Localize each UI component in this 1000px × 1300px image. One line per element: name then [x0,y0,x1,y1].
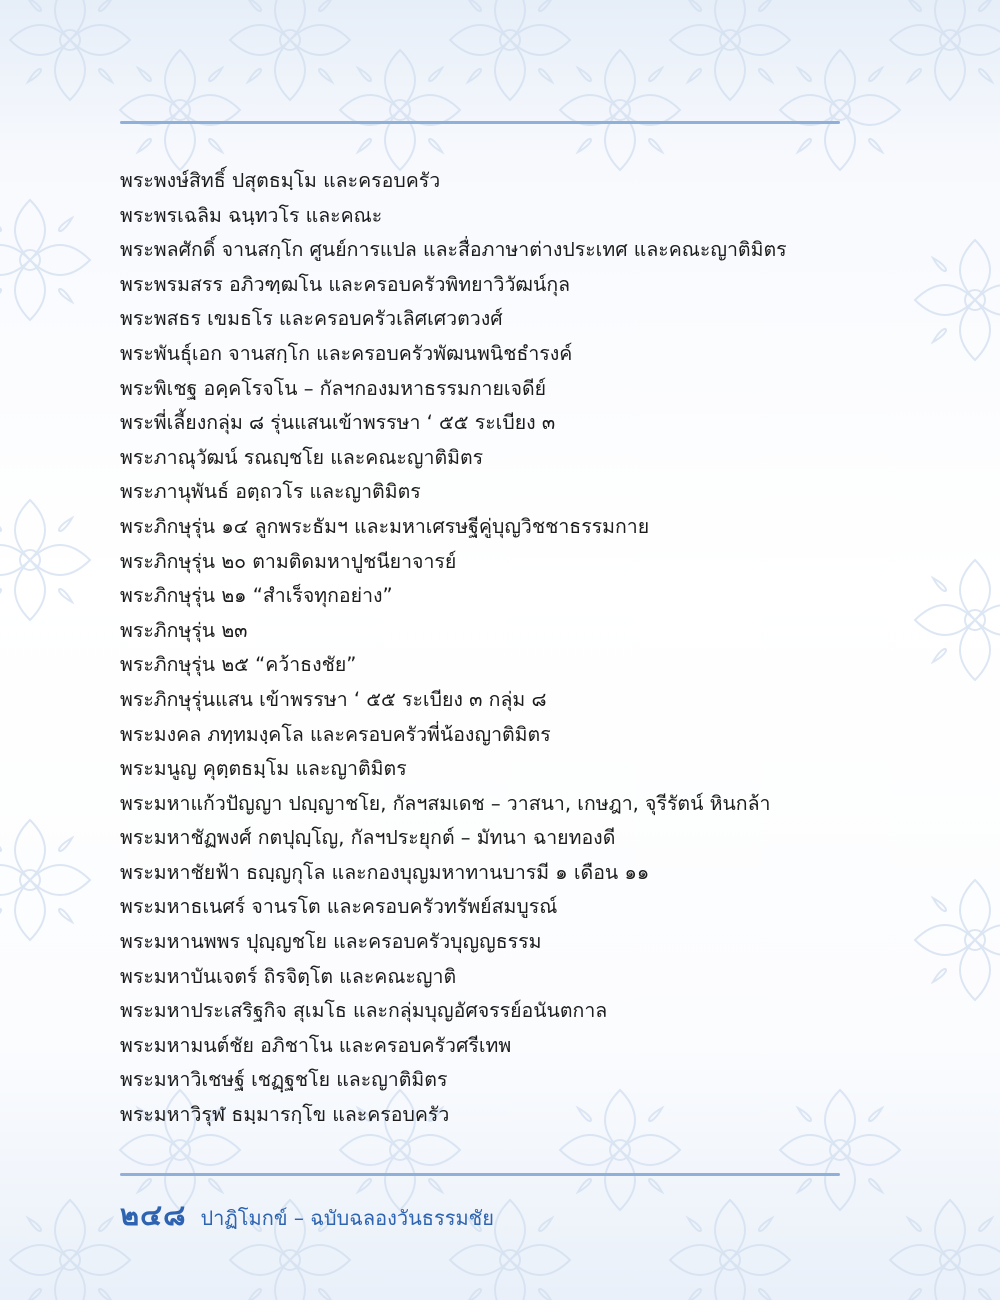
book-title: ปาฏิโมกข์ – ฉบับฉลองวันธรรมชัย [200,1206,494,1230]
list-item: พระพรเฉลิม ฉนฺทวโร และคณะ [120,203,383,227]
list-item: พระภิกษุรุ่น ๒๐ ตามติดมหาปูชนียาจารย์ [120,549,457,573]
list-item: พระมหานพพร ปุญฺญชโย และครอบครัวบุญญธรรม [120,930,542,954]
list-item: พระมหาประเสริฐกิจ สุเมโธ และกลุ่มบุญอัศจรรย์อนันตกาล [120,999,608,1023]
list-item: พระภิกษุรุ่น ๑๔ ลูกพระธัมฯ และมหาเศรษฐีคู่บุญวิชชาธรรมกาย [120,514,650,538]
list-item: พระพรมสรร อภิวฑฺฒโน และครอบครัวพิทยาวิวัฒน์กุล [120,272,571,296]
header-divider [120,121,840,124]
list-item: พระภิกษุรุ่น ๒๑ “สำเร็จทุกอย่าง” [120,584,393,608]
list-item: พระพิเชฐ อคฺคโรจโน – กัลฯกองมหาธรรมกายเจดีย์ [120,376,547,400]
list-item: พระมหาวิรุฬ ธมฺมารกฺโข และครอบครัว [120,1103,450,1127]
list-item: พระมหาธเนศร์ จานรโต และครอบครัวทรัพย์สมบูรณ์ [120,895,558,919]
footer-divider [120,1173,840,1176]
list-item: พระพงษ์สิทธิ์ ปสุตธมฺโม และครอบครัว [120,169,441,192]
list-item: พระมหาชัฏพงศ์ กตปุญฺโญ, กัลฯประยุกต์ – มัทนา ฉายทองดี [120,826,616,850]
list-item: พระพันธุ์เอก จานสกฺโก และครอบครัวพัฒนพนิชธำรงค์ [120,341,573,365]
list-item: พระมหาแก้วปัญญา ปญฺญาชโย, กัลฯสมเดช – วาสนา, เกษฎา, จุรีรัตน์ หินกล้า [120,791,771,815]
donor-name-list [120,164,880,1133]
page-number: ๒๔๘ [120,1198,187,1232]
list-item: พระมนูญ คุตฺตธมฺโม และญาติมิตร [120,757,407,781]
list-item: พระพลศักดิ์ จานสกฺโก ศูนย์การแปล และสื่อภาษาต่างประเทศ และคณะญาติมิตร [120,238,787,262]
list-item: พระภิกษุรุ่น ๒๕ “คว้าธงชัย” [120,653,357,677]
list-item: พระพสธร เขมธโร และครอบครัวเลิศเศวตวงศ์ [120,307,503,331]
list-item: พระมงคล ภทฺทมงฺคโล และครอบครัวพี่น้องญาติมิตร [120,722,551,746]
page-footer [120,1192,494,1236]
list-item: พระพี่เลี้ยงกลุ่ม ๘ รุ่นแสนเข้าพรรษา ‘ ๕๕ ระเบียง ๓ [120,411,556,435]
list-item: พระภิกษุรุ่น ๒๓ [120,618,248,642]
list-item: พระมหาบันเจตร์ ถิรจิตฺโต และคณะญาติ [120,964,457,988]
list-item: พระมหาวิเชษฐ์ เชฏฺฐชโย และญาติมิตร [120,1068,448,1092]
list-item: พระภาณุวัฒน์ รณญฺชโย และคณะญาติมิตร [120,445,484,469]
list-item: พระภิกษุรุ่นแสน เข้าพรรษา ‘ ๕๕ ระเบียง ๓ กลุ่ม ๘ [120,687,547,711]
list-item: พระมหามนต์ชัย อภิชาโน และครอบครัวศรีเทพ [120,1033,512,1057]
list-item: พระมหาชัยฟ้า ธญฺญกุโล และกองบุญมหาทานบารมี ๑ เดือน ๑๑ [120,860,650,884]
list-item: พระภานุพันธ์ อตฺถวโร และญาติมิตร [120,480,421,504]
